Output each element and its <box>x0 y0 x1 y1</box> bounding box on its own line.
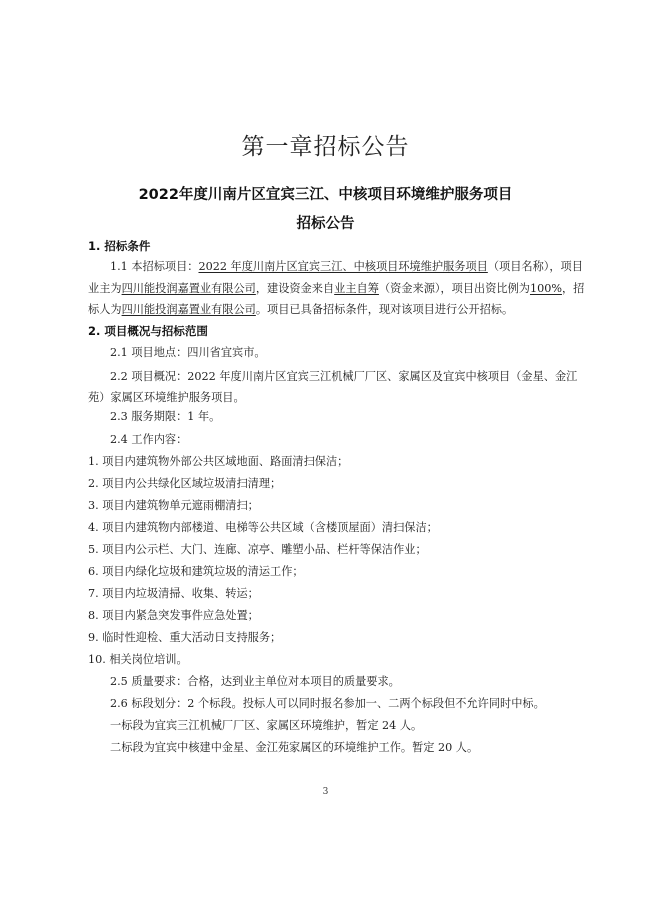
section2-heading: 2. 项目概况与招标范围 <box>88 324 208 338</box>
project-location: 2.1 项目地点：四川省宜宾市。 <box>110 346 266 359</box>
work-item: 8. 项目内紧急突发事件应急处置； <box>88 609 259 622</box>
project-overview-line2: 苑）家属区环境维护服务项目。 <box>88 391 245 404</box>
work-item: 5. 项目内公示栏、大门、连廊、凉亭、雕塑小品、栏杆等保洁作业； <box>88 543 427 556</box>
section1-line2: 业主为四川能投润嘉置业有限公司，建设资金来自业主自筹（资金来源），项目出资比例为100%，招 <box>88 282 585 295</box>
work-item: 9. 临时性迎检、重大活动日支持服务； <box>88 631 282 644</box>
work-item: 2. 项目内公共绿化区域垃圾清扫清理； <box>88 477 282 490</box>
lot1-description: 一标段为宜宾三江机械厂厂区、家属区环境维护，暂定 24 人。 <box>110 719 423 732</box>
section1-line3: 标人为四川能投润嘉置业有限公司。项目已具备招标条件，现对该项目进行公开招标。 <box>88 303 514 316</box>
work-item: 6. 项目内绿化垃圾和建筑垃圾的清运工作； <box>88 565 304 578</box>
chapter-title: 第一章招标公告 <box>241 134 410 160</box>
project-name-link: 2022 年度川南片区宜宾三江、中核项目环境维护服务项目 <box>198 260 488 273</box>
section1-heading: 1. 招标条件 <box>88 239 151 253</box>
service-period: 2.3 服务期限：1 年。 <box>110 410 221 423</box>
lot2-description: 二标段为宜宾中核建中金星、金江苑家属区的环境维护工作。暂定 20 人。 <box>110 741 479 754</box>
section1-line1: 1.1 本招标项目：2022 年度川南片区宜宾三江、中核项目环境维护服务项目（项目名称），项目 <box>110 260 583 273</box>
tenderer-name: 四川能投润嘉置业有限公司 <box>121 303 256 316</box>
project-overview-line1: 2.2 项目概况：2022 年度川南片区宜宾三江机械厂厂区、家属区及宜宾中核项目（金星、金江 <box>110 370 578 383</box>
document-subtitle: 招标公告 <box>296 216 355 232</box>
project-title: 2022年度川南片区宜宾三江、中核项目环境维护服务项目 <box>138 187 513 203</box>
work-item: 3. 项目内建筑物单元遮雨棚清扫； <box>88 499 259 512</box>
lot-division: 2.6 标段划分：2 个标段。投标人可以同时报名参加一、二两个标段但不允许同时中标。 <box>110 697 545 710</box>
work-item: 1. 项目内建筑物外部公共区域地面、路面清扫保洁； <box>88 455 349 468</box>
work-item: 7. 项目内垃圾清掃、收集、转运； <box>88 587 259 600</box>
page-number: 3 <box>322 787 329 797</box>
work-heading: 2.4 工作内容： <box>110 433 188 446</box>
funding-ratio: 100% <box>529 282 562 295</box>
quality-requirement: 2.5 质量要求：合格，达到业主单位对本项目的质量要求。 <box>110 675 400 688</box>
owner-name: 四川能投润嘉置业有限公司 <box>121 282 256 295</box>
work-item: 4. 项目内建筑物内部楼道、电梯等公共区域（含楼顶屋面）清扫保洁； <box>88 521 438 534</box>
fund-source: 业主自筹 <box>334 282 379 295</box>
work-item: 10. 相关岗位培训。 <box>88 653 188 666</box>
